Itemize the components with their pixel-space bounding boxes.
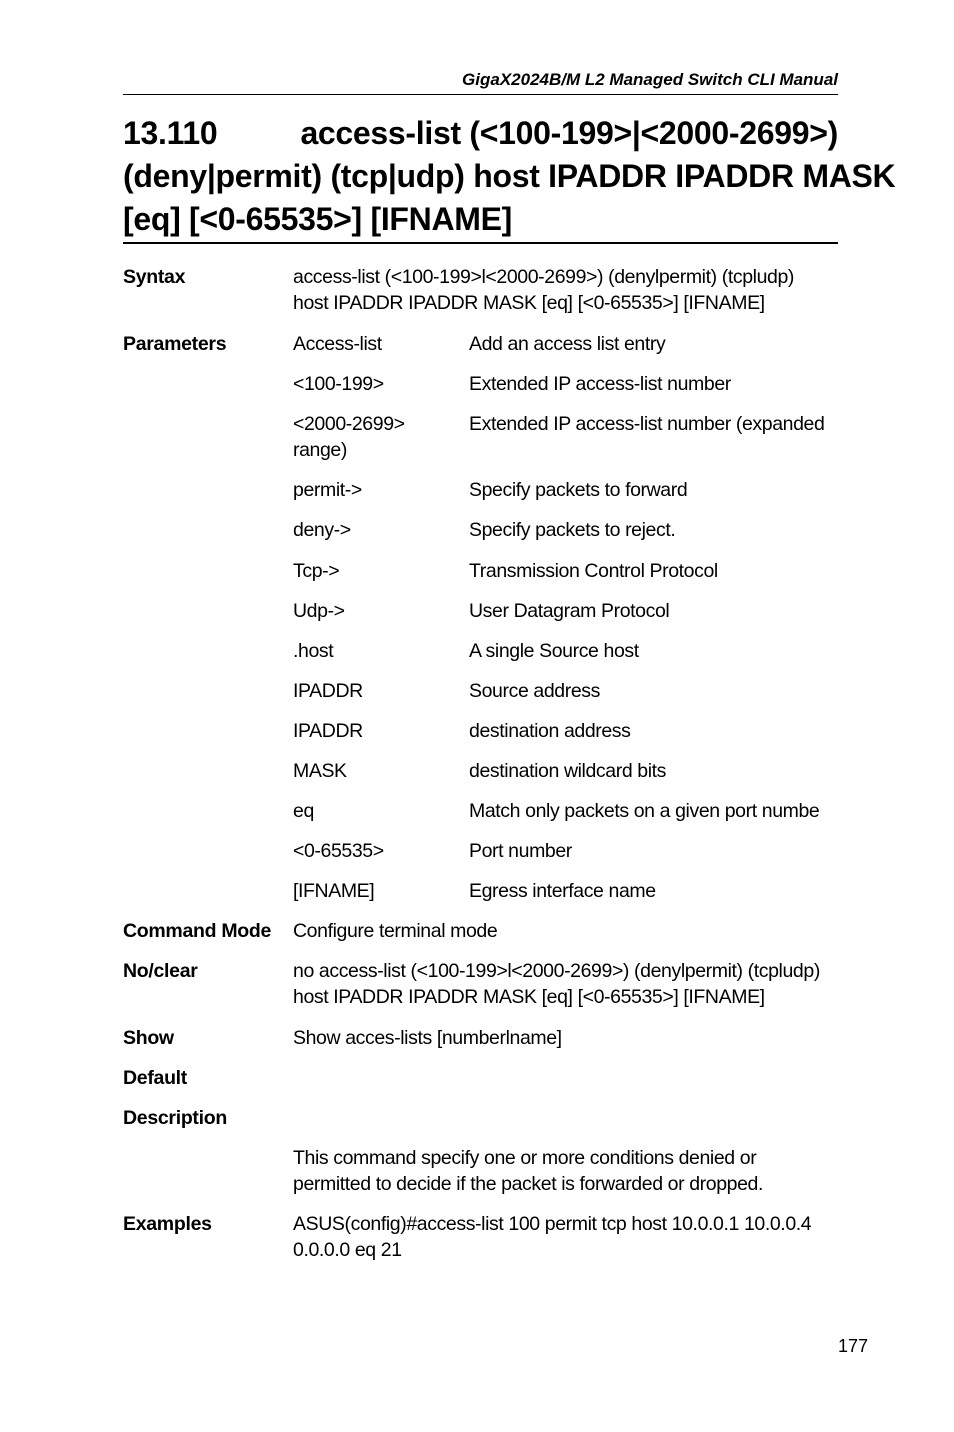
no-clear-value xyxy=(293,958,843,1010)
param-desc: Specify packets to forward xyxy=(469,479,688,501)
param-desc: Extended IP access-list number (expanded xyxy=(469,413,825,435)
section-number: 13.110 xyxy=(123,115,218,151)
description-label: Description xyxy=(123,1107,227,1129)
default-label: Default xyxy=(123,1067,187,1089)
param-desc: A single Source host xyxy=(469,640,639,662)
param-name: permit-> xyxy=(293,479,362,501)
description-line-2: permitted to decide if the packet is forwarded or dropped. xyxy=(293,1173,763,1195)
param-name-line-1: <2000-2699> xyxy=(293,413,405,435)
param-name xyxy=(293,411,463,463)
parameters-label: Parameters xyxy=(123,333,227,355)
param-name: [IFNAME] xyxy=(293,880,375,902)
param-desc: Egress interface name xyxy=(469,880,656,902)
param-desc: destination address xyxy=(469,720,631,742)
param-desc: Source address xyxy=(469,680,600,702)
param-desc: User Datagram Protocol xyxy=(469,600,670,622)
param-name: Udp-> xyxy=(293,600,345,622)
section-title-line-2 xyxy=(123,155,896,198)
param-name: .host xyxy=(293,640,334,662)
examples-value xyxy=(293,1211,843,1263)
title-rule xyxy=(123,242,838,244)
examples-line-1: ASUS(config)#access-list 100 permit tcp host 10.0.0.1 10.0.0.4 xyxy=(293,1213,812,1235)
show-label: Show xyxy=(123,1027,174,1049)
param-name: <100-199> xyxy=(293,373,384,395)
running-header: GigaX2024B/M L2 Managed Switch CLI Manual xyxy=(462,70,838,89)
section-title xyxy=(123,112,896,241)
no-clear-line-1: no access-list (<100-199>l<2000-2699>) (denylpermit) (tcpludp) xyxy=(293,960,820,982)
param-name: eq xyxy=(293,800,314,822)
param-desc: Specify packets to reject. xyxy=(469,519,676,541)
no-clear-line-2: host IPADDR IPADDR MASK [eq] [<0-65535>] [IFNAME] xyxy=(293,986,765,1008)
section-title-text-3: [eq] [<0-65535>] [IFNAME] xyxy=(123,201,513,237)
param-name: Access-list xyxy=(293,333,382,355)
section-title-line-3 xyxy=(123,198,838,241)
description-value xyxy=(293,1145,843,1197)
syntax-value xyxy=(293,264,843,316)
no-clear-label: No/clear xyxy=(123,960,198,982)
show-value: Show acces-lists [numberlname] xyxy=(293,1027,562,1049)
param-name: deny-> xyxy=(293,519,351,541)
examples-line-2: 0.0.0.0 eq 21 xyxy=(293,1239,402,1261)
command-mode-label: Command Mode xyxy=(123,920,272,942)
description-line-1: This command specify one or more conditions denied or xyxy=(293,1147,757,1169)
syntax-line-2: host IPADDR IPADDR MASK [eq] [<0-65535>] [IFNAME] xyxy=(293,292,765,314)
param-name: Tcp-> xyxy=(293,560,340,582)
header-rule xyxy=(123,94,838,95)
param-desc: Port number xyxy=(469,840,572,862)
param-name: IPADDR xyxy=(293,680,363,702)
param-desc: Transmission Control Protocol xyxy=(469,560,718,582)
param-name-line-2: range) xyxy=(293,439,347,461)
param-name: MASK xyxy=(293,760,347,782)
param-name: <0-65535> xyxy=(293,840,384,862)
examples-label: Examples xyxy=(123,1213,212,1235)
param-desc: Extended IP access-list number xyxy=(469,373,731,395)
param-desc: Match only packets on a given port numbe xyxy=(469,800,820,822)
param-desc: destination wildcard bits xyxy=(469,760,667,782)
section-title-text-2: (deny|permit) (tcp|udp) host IPADDR IPADDR MASK xyxy=(123,158,896,194)
command-mode-value: Configure terminal mode xyxy=(293,920,498,942)
page-number: 177 xyxy=(837,1336,868,1356)
syntax-line-1: access-list (<100-199>l<2000-2699>) (denylpermit) (tcpludp) xyxy=(293,266,795,288)
syntax-label: Syntax xyxy=(123,266,186,288)
param-name: IPADDR xyxy=(293,720,363,742)
section-title-line-1 xyxy=(123,112,838,155)
param-desc: Add an access list entry xyxy=(469,333,666,355)
section-title-text-1: access-list (<100-199>|<2000-2699>) xyxy=(300,115,838,151)
